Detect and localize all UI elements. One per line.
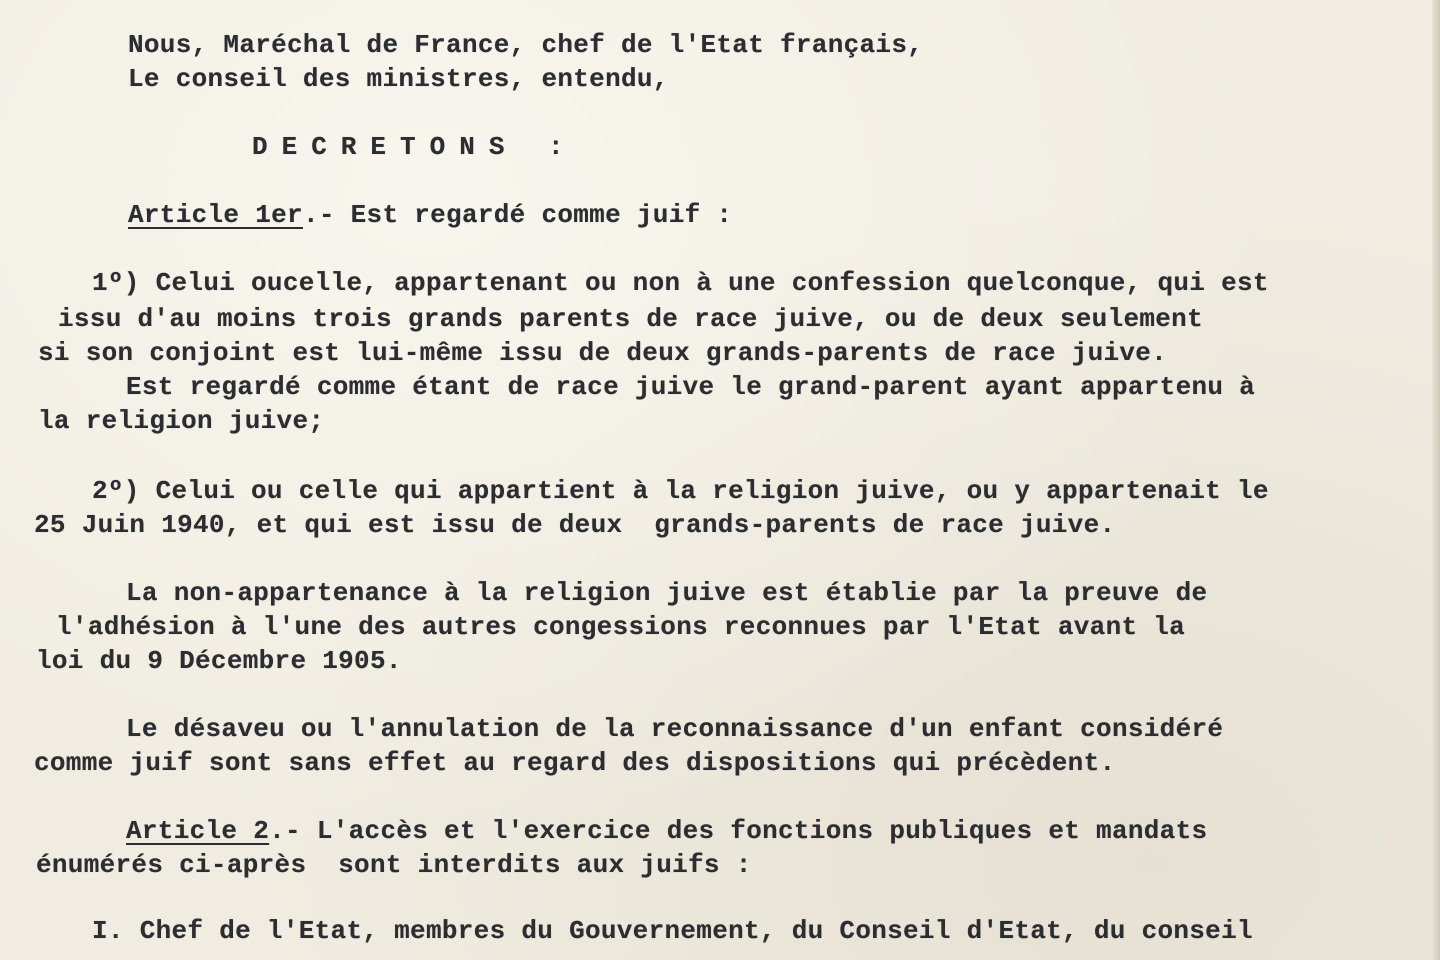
article-1-clause-1-line-3: si son conjoint est lui-même issu de deux grands-parents de race juive.	[38, 338, 1168, 368]
preamble-line-1: Nous, Maréchal de France, chef de l'Etat français,	[128, 30, 924, 60]
article-2-heading	[126, 814, 1207, 848]
article-1-clause-1-line-2: issu d'au moins trois grands parents de race juive, ou de deux seulement	[58, 304, 1203, 334]
article-1-clause-2-line-1: 2º) Celui ou celle qui appartient à la religion juive, ou y appartenait le	[92, 476, 1269, 506]
article-1-clause-1-line-1: 1º) Celui oucelle, appartenant ou non à une confession quelconque, qui est	[92, 268, 1269, 298]
article-1-title-suffix: .- Est regardé comme juif :	[302, 200, 733, 230]
article-1-paragraph-3-line-3: loi du 9 Décembre 1905.	[36, 646, 402, 676]
article-2-title-suffix: .- L'accès et l'exercice des fonctions publiques et mandats	[269, 816, 1208, 846]
article-1-heading	[128, 198, 732, 232]
article-2-line-2: énumérés ci-après sont interdits aux juifs :	[36, 850, 752, 880]
article-2-item-1: I. Chef de l'Etat, membres du Gouvernement, du Conseil d'Etat, du conseil	[92, 916, 1253, 946]
article-1-paragraph-4-line-2: comme juif sont sans effet au regard des dispositions qui précèdent.	[34, 748, 1116, 778]
article-1-clause-1-line-4: Est regardé comme étant de race juive le grand-parent ayant appartenu à	[126, 372, 1256, 402]
paper-edge	[1432, 0, 1440, 960]
article-1-paragraph-4-line-1: Le désaveu ou l'annulation de la reconnaissance d'un enfant considéré	[126, 714, 1224, 744]
article-2-title: Article 2	[126, 816, 270, 846]
article-1-clause-2-line-2: 25 Juin 1940, et qui est issu de deux grands-parents de race juive.	[34, 510, 1116, 540]
article-1-clause-1-line-5: la religion juive;	[38, 406, 325, 436]
decree-heading: DECRETONS :	[252, 132, 578, 162]
article-1-paragraph-3-line-1: La non-appartenance à la religion juive est établie par la preuve de	[126, 578, 1208, 608]
preamble-line-2: Le conseil des ministres, entendu,	[128, 64, 669, 94]
article-1-title: Article 1er	[128, 200, 303, 230]
article-1-paragraph-3-line-2: l'adhésion à l'une des autres congessions reconnues par l'Etat avant la	[56, 612, 1186, 642]
